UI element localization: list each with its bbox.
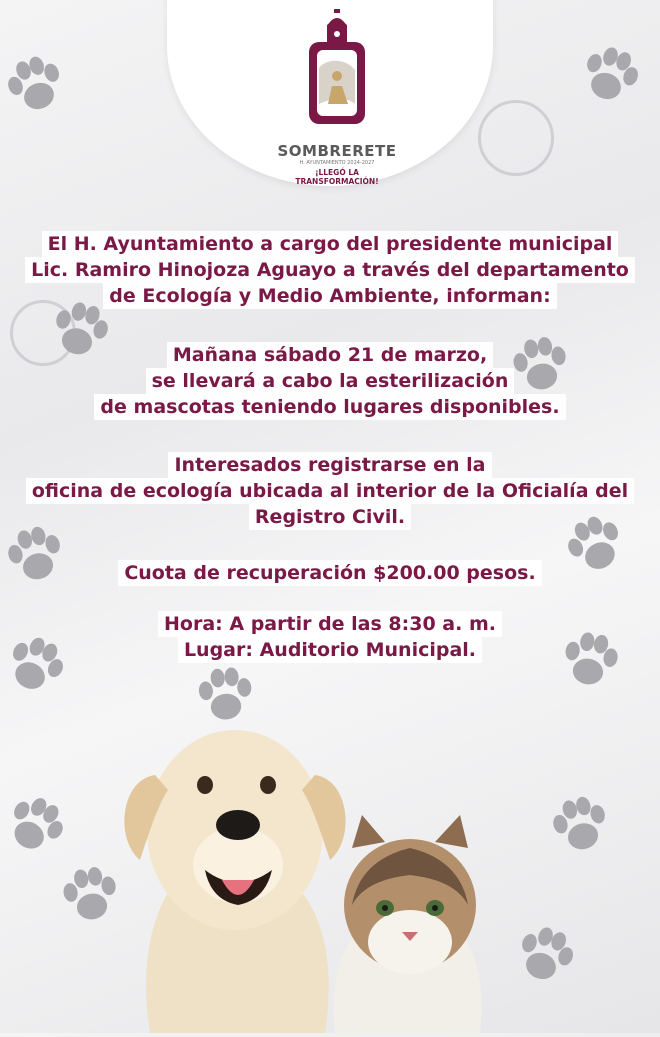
logo-subtitle: H. AYUNTAMIENTO 2024-2027 (299, 160, 375, 166)
intro-line: El H. Ayuntamiento a cargo del presidente municipal (42, 231, 619, 257)
schedule-place: Lugar: Auditorio Municipal. (178, 637, 482, 663)
registration-block (0, 452, 660, 530)
registration-line: Registro Civil. (249, 504, 411, 530)
schedule-block (0, 611, 660, 663)
intro-block (0, 231, 660, 309)
announcement-block (0, 342, 660, 420)
announcement-line: Mañana sábado 21 de marzo, (167, 342, 493, 368)
paw-icon (0, 40, 80, 130)
fee-text: Cuota de recuperación $200.00 pesos. (118, 560, 541, 586)
schedule-time: Hora: A partir de las 8:30 a. m. (158, 611, 502, 637)
announcement-line: se llevará a cabo la esterilización (146, 368, 515, 394)
registration-line: oficina de ecología ubicada al interior de la Oficialía del (26, 478, 634, 504)
registration-line: Interesados registrarse en la (168, 452, 491, 478)
municipality-logo (276, 8, 398, 186)
intro-line: Lic. Ramiro Hinojoza Aguayo a través del departamento (25, 257, 635, 283)
pets-illustration (0, 720, 660, 1033)
paw-icon (565, 30, 655, 120)
dog-image (0, 720, 660, 1033)
intro-line: de Ecología y Medio Ambiente, informan: (103, 283, 556, 309)
logo-slogan: ¡LLEGÓ LA TRANSFORMACIÓN! (295, 168, 379, 186)
fee-block (0, 560, 660, 586)
circle-decoration (478, 100, 554, 176)
logo-title: SOMBRERETE (277, 142, 397, 160)
announcement-line: de mascotas teniendo lugares disponibles. (94, 394, 565, 420)
coat-of-arms-icon (276, 8, 398, 142)
